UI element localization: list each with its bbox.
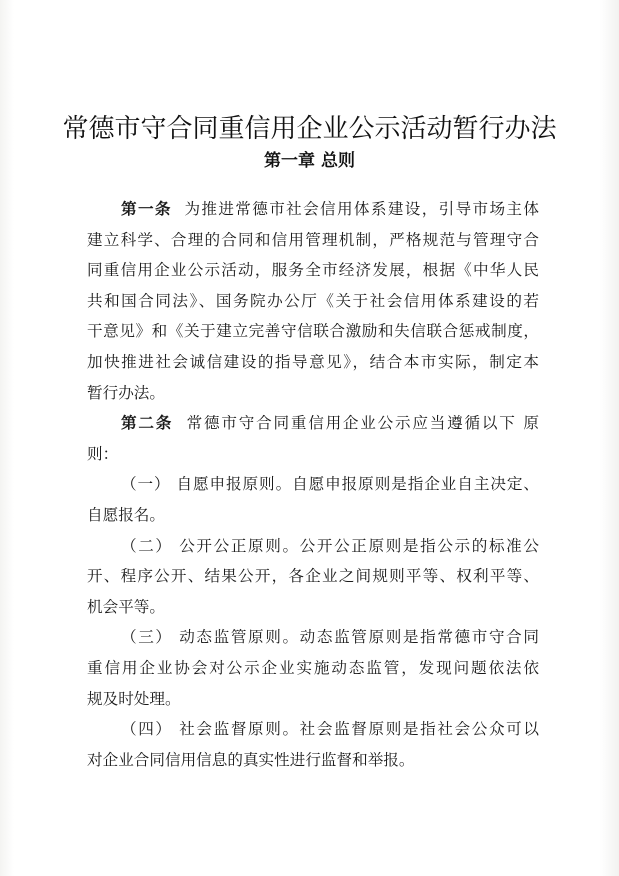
principle-4-line-1: （四） 社会监督原则。社会监督原则是指社会公众可以	[121, 720, 539, 739]
chapter-heading: 第一章 总则	[264, 151, 355, 171]
article-1-line-6: 加快推进社会诚信建设的指导意见》，结合本市实际，制定本	[87, 352, 539, 371]
principle-3-line-3: 规及时处理。	[87, 689, 181, 708]
principle-3-line-2: 重信用企业协会对公示企业实施动态监管，发现问题依法依	[87, 658, 539, 677]
article-1-line-4: 共和国合同法》、国务院办公厅《关于社会信用体系建设的若	[87, 291, 539, 310]
principle-3	[87, 622, 539, 714]
principle-4	[87, 714, 539, 775]
article-1-line-7: 暂行办法。	[87, 383, 165, 402]
article-2-line-1: 第二条 常德市守合同重信用企业公示应当遵循以下 原	[121, 414, 539, 433]
principle-1-line-2: 自愿报名。	[87, 505, 165, 524]
article-1-line-3: 同重信用企业公示活动，服务全市经济发展，根据《中华人民	[87, 261, 539, 280]
article-2-line-2: 则：	[87, 444, 119, 463]
article-1-line-2: 建立科学、合理的合同和信用管理机制，严格规范与管理守合	[87, 230, 539, 249]
document-title: 常德市守合同重信用企业公示活动暂行办法	[62, 114, 557, 144]
principle-3-line-1: （三） 动态监管原则。动态监管原则是指常德市守合同	[121, 628, 539, 647]
principle-1	[87, 469, 539, 530]
article-2	[87, 408, 539, 469]
article-2-head: 第二条	[121, 414, 174, 433]
article-1-line-5: 干意见》和《关于建立完善守信联合激励和失信联合惩戒制度，	[87, 322, 539, 341]
principle-2-line-3: 机会平等。	[87, 597, 165, 616]
article-1-line-1: 第一条 为推进常德市社会信用体系建设，引导市场主体	[121, 200, 539, 218]
principle-4-line-2: 对企业合同信用信息的真实性进行监督和举报。	[87, 750, 415, 769]
principle-2-line-2: 开、程序公开、结果公开，各企业之间规则平等、权利平等、	[87, 567, 539, 586]
principle-1-line-1: （一） 自愿申报原则。自愿申报原则是指企业自主决定、	[121, 475, 539, 494]
article-1	[87, 194, 539, 408]
principle-2	[87, 531, 539, 623]
principle-2-line-1: （二） 公开公正原则。公开公正原则是指公示的标准公	[121, 536, 539, 555]
article-1-head: 第一条	[121, 200, 172, 218]
document-body	[87, 194, 539, 775]
